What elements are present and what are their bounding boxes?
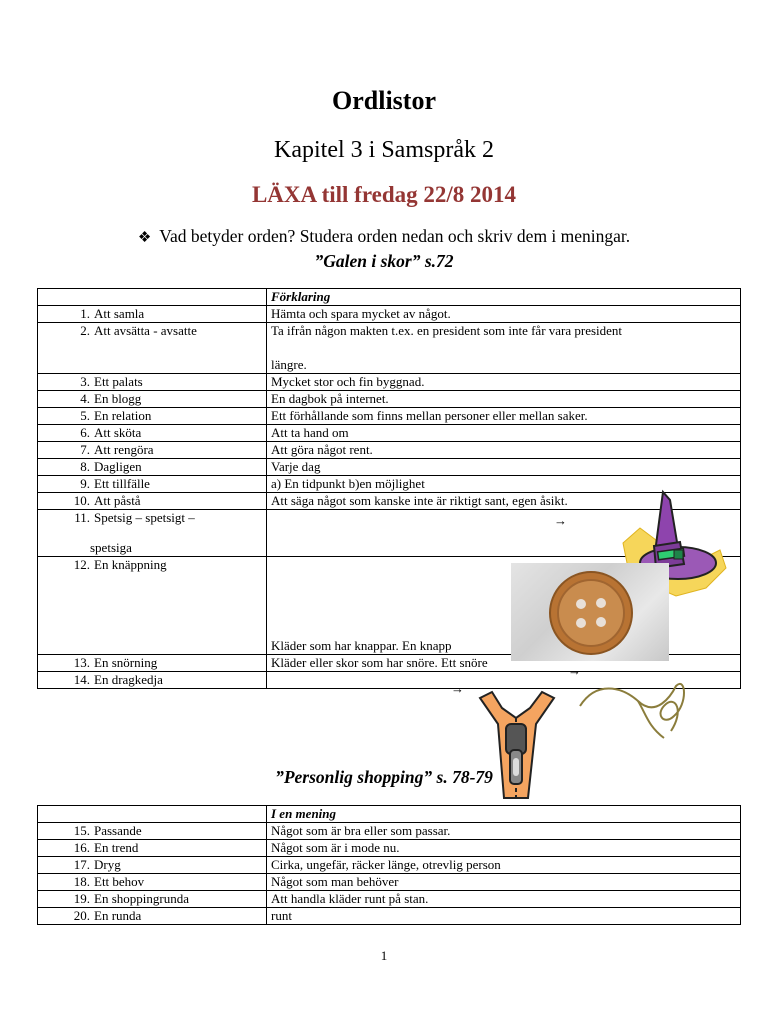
definition-cell: Något som är bra eller som passar.	[267, 823, 741, 840]
button-photo	[511, 563, 669, 661]
arrow-icon: →	[568, 663, 581, 678]
word-cell	[38, 823, 267, 840]
word: En knäppning	[94, 557, 167, 572]
table-header-row	[38, 806, 741, 823]
row-number: 3.	[80, 374, 90, 389]
word: Spetsig – spetsigt –	[94, 510, 195, 525]
word-cell	[38, 874, 267, 891]
definition-cell: Kläder eller skor som har snöre. Ett snöre	[267, 655, 741, 672]
definition-cell: Något som är i mode nu.	[267, 840, 741, 857]
word-cell	[38, 840, 267, 857]
table-header-cell: Förklaring	[267, 289, 741, 306]
instruction-text: Vad betyder orden? Studera orden nedan och skriv dem i meningar.	[159, 226, 631, 246]
definition-cell	[267, 323, 741, 374]
section-title-galen-i-skor: ”Galen i skor” s.72	[314, 251, 454, 271]
page-title: Ordlistor	[332, 86, 436, 115]
definition-cell: Varje dag	[267, 459, 741, 476]
definition-cell: Att göra något rent.	[267, 442, 741, 459]
row-number: 5.	[80, 408, 90, 423]
word-cell	[38, 306, 267, 323]
word-cell	[38, 655, 267, 672]
row-number: 9.	[80, 476, 90, 491]
definition-cell: Att handla kläder runt på stan.	[267, 891, 741, 908]
section-title-personlig-shopping: ”Personlig shopping” s. 78-79	[275, 767, 493, 787]
word-cell	[38, 408, 267, 425]
word: En runda	[94, 908, 142, 923]
table-header-row	[38, 289, 741, 306]
arrow-icon: →	[554, 513, 567, 528]
table-row	[38, 442, 741, 459]
word-cell	[38, 891, 267, 908]
word: Ett behov	[94, 874, 145, 889]
definition-line: längre.	[271, 357, 307, 372]
string-image	[576, 676, 691, 744]
word: Ett palats	[94, 374, 143, 389]
definition-cell: Kläder som har knappar. En knapp	[267, 557, 741, 655]
row-number: 10.	[73, 493, 90, 508]
definition-cell: a) En tidpunkt b)en möjlighet	[267, 476, 741, 493]
word-cell	[38, 557, 267, 655]
table-row	[38, 425, 741, 442]
word: Att avsätta - avsatte	[94, 323, 197, 338]
row-number: 18.	[73, 874, 90, 889]
row-number: 11.	[74, 510, 90, 525]
word: Att påstå	[94, 493, 141, 508]
definition-cell: Cirka, ungefär, räcker länge, otrevlig person	[267, 857, 741, 874]
homework-deadline: LÄXA till fredag 22/8 2014	[251, 182, 517, 207]
word: Att samla	[94, 306, 145, 321]
table-row	[38, 891, 741, 908]
word-cell	[38, 510, 267, 557]
table-row	[38, 306, 741, 323]
row-number: 15.	[73, 823, 90, 838]
table-row	[38, 323, 741, 374]
word-cell	[38, 493, 267, 510]
definition-cell: Mycket stor och fin byggnad.	[267, 374, 741, 391]
table-row	[38, 823, 741, 840]
row-number: 14.	[73, 672, 90, 687]
word-cell	[38, 857, 267, 874]
word: En dragkedja	[94, 672, 163, 687]
word-cell	[38, 425, 267, 442]
table-row	[38, 374, 741, 391]
word-cell	[38, 323, 267, 374]
table-row	[38, 391, 741, 408]
word: Att rengöra	[94, 442, 154, 457]
definition-cell: En dagbok på internet.	[267, 391, 741, 408]
table-row	[38, 840, 741, 857]
word: Passande	[94, 823, 142, 838]
definition-cell: Att säga något som kanske inte är riktigt sant, egen åsikt.	[267, 493, 741, 510]
word: Ett tillfälle	[94, 476, 150, 491]
table-row	[38, 874, 741, 891]
row-number: 20.	[73, 908, 90, 923]
word-cell	[38, 391, 267, 408]
word: En shoppingrunda	[94, 891, 189, 906]
row-number: 12.	[73, 557, 90, 572]
word: En snörning	[94, 655, 158, 670]
table-header-cell-word	[38, 289, 267, 306]
definition-cell: Att ta hand om	[267, 425, 741, 442]
word: Att sköta	[94, 425, 142, 440]
table-header-cell-word	[38, 806, 267, 823]
word: En trend	[94, 840, 139, 855]
row-number: 7.	[80, 442, 90, 457]
definition-cell: runt	[267, 908, 741, 925]
definition-cell: Hämta och spara mycket av något.	[267, 306, 741, 323]
page-number: 1	[380, 948, 388, 963]
row-number: 16.	[73, 840, 90, 855]
word: spetsiga	[90, 540, 132, 555]
arrow-icon: →	[451, 681, 464, 696]
word-cell	[38, 672, 267, 689]
word: En blogg	[94, 391, 142, 406]
table-row	[38, 857, 741, 874]
table-row	[38, 408, 741, 425]
vocab-table-2	[37, 805, 741, 925]
word: Dryg	[94, 857, 121, 872]
word-cell	[38, 476, 267, 493]
row-number: 6.	[80, 425, 90, 440]
definition-cell: Något som man behöver	[267, 874, 741, 891]
table-row	[38, 908, 741, 925]
row-number: 13.	[73, 655, 90, 670]
table-row	[38, 459, 741, 476]
word: En relation	[94, 408, 152, 423]
page-subtitle: Kapitel 3 i Samspråk 2	[274, 137, 494, 163]
row-number: 8.	[80, 459, 90, 474]
table-header-cell: I en mening	[267, 806, 741, 823]
word-cell	[38, 374, 267, 391]
word: Dagligen	[94, 459, 142, 474]
row-number: 2.	[80, 323, 90, 338]
word-cell	[38, 459, 267, 476]
definition-line: Ta ifrån någon makten t.ex. en president som inte får vara president	[271, 323, 623, 338]
instruction	[0, 226, 768, 247]
row-number: 1.	[80, 306, 90, 321]
definition-cell: Ett förhållande som finns mellan personer eller mellan saker.	[267, 408, 741, 425]
diamond-bullet-icon: ❖	[137, 230, 152, 246]
word-cell	[38, 442, 267, 459]
row-number: 4.	[80, 391, 90, 406]
row-number: 19.	[73, 891, 90, 906]
word-cell	[38, 908, 267, 925]
row-number: 17.	[73, 857, 90, 872]
button-icon	[511, 563, 669, 661]
